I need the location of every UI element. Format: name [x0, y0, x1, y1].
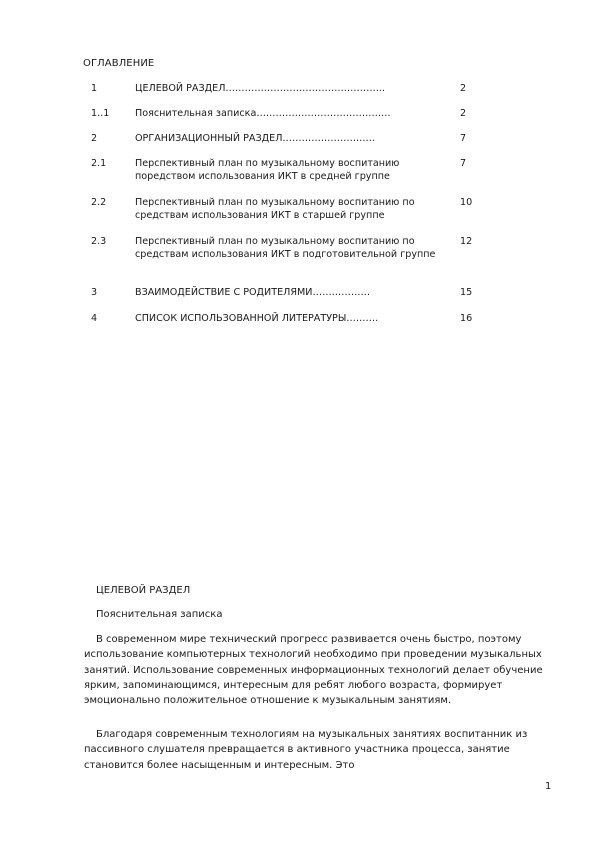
toc-entry-page: 2	[460, 83, 467, 94]
toc-entry-page: 10	[460, 197, 473, 208]
toc-entry-text: ВЗАИМОДЕЙСТВИЕ С РОДИТЕЛЯМИ………………	[135, 287, 371, 298]
toc-entry-page: 15	[460, 287, 473, 298]
toc-entry-number: 3	[91, 287, 98, 298]
toc-entry-text: ОРГАНИЗАЦИОННЫЙ РАЗДЕЛ………………………..	[135, 133, 375, 144]
toc-entry-number: 2	[91, 133, 98, 144]
subsection-title: Пояснительная записка	[96, 609, 223, 620]
toc-entry-text: Перспективный план по музыкальному воспитанию поредством использования ИКТ в средней группе	[135, 158, 400, 182]
toc-entry-page: 7	[460, 133, 467, 144]
toc-entry-text: Перспективный план по музыкальному воспитанию по средствам использования ИКТ в подготовительной группе	[135, 236, 436, 260]
toc-entry-page: 7	[460, 158, 467, 169]
body-paragraph: В современном мире технический прогресс развивается очень быстро, поэтому использование компьютерных технологий необходимо при проведении музыкальных занятий. Использование современных информационных технологий делает обучение ярким, запоминающимся, интересным для ребят любого возраста, формирует эмоционально положительное отношение к музыкальным занятиям.	[84, 634, 543, 707]
toc-entry-text: Пояснительная записка……………………………………	[135, 108, 391, 119]
toc-entry-number: 1..1	[91, 108, 110, 119]
toc-entry-text: ЦЕЛЕВОЙ РАЗДЕЛ…………………………………………..	[135, 83, 386, 94]
toc-entry-number: 4	[91, 313, 98, 324]
toc-entry-number: 1	[91, 83, 98, 94]
body-paragraph: Благодаря современным технологиям на музыкальных занятиях воспитанник из пассивного слушателя превращается в активного участника процесса, занятие становится более насыщенным и интересным. Это	[84, 729, 528, 771]
toc-entry-text: СПИСОК ИСПОЛЬЗОВАННОЙ ЛИТЕРАТУРЫ……….	[135, 313, 379, 324]
section-title: ЦЕЛЕВОЙ РАЗДЕЛ	[96, 585, 191, 596]
toc-entry-number: 2.2	[91, 197, 107, 208]
toc-entry-page: 2	[460, 108, 467, 119]
toc-entry-page: 12	[460, 236, 473, 247]
toc-title: ОГЛАВЛЕНИЕ	[83, 58, 155, 69]
toc-entry-number: 2.3	[91, 236, 107, 247]
toc-entry-page: 16	[460, 313, 473, 324]
toc-entry-text: Перспективный план по музыкальному воспитанию по средствам использования ИКТ в старшей группе	[135, 197, 415, 221]
page-number: 1	[545, 781, 552, 792]
toc-entry-number: 2.1	[91, 158, 107, 169]
